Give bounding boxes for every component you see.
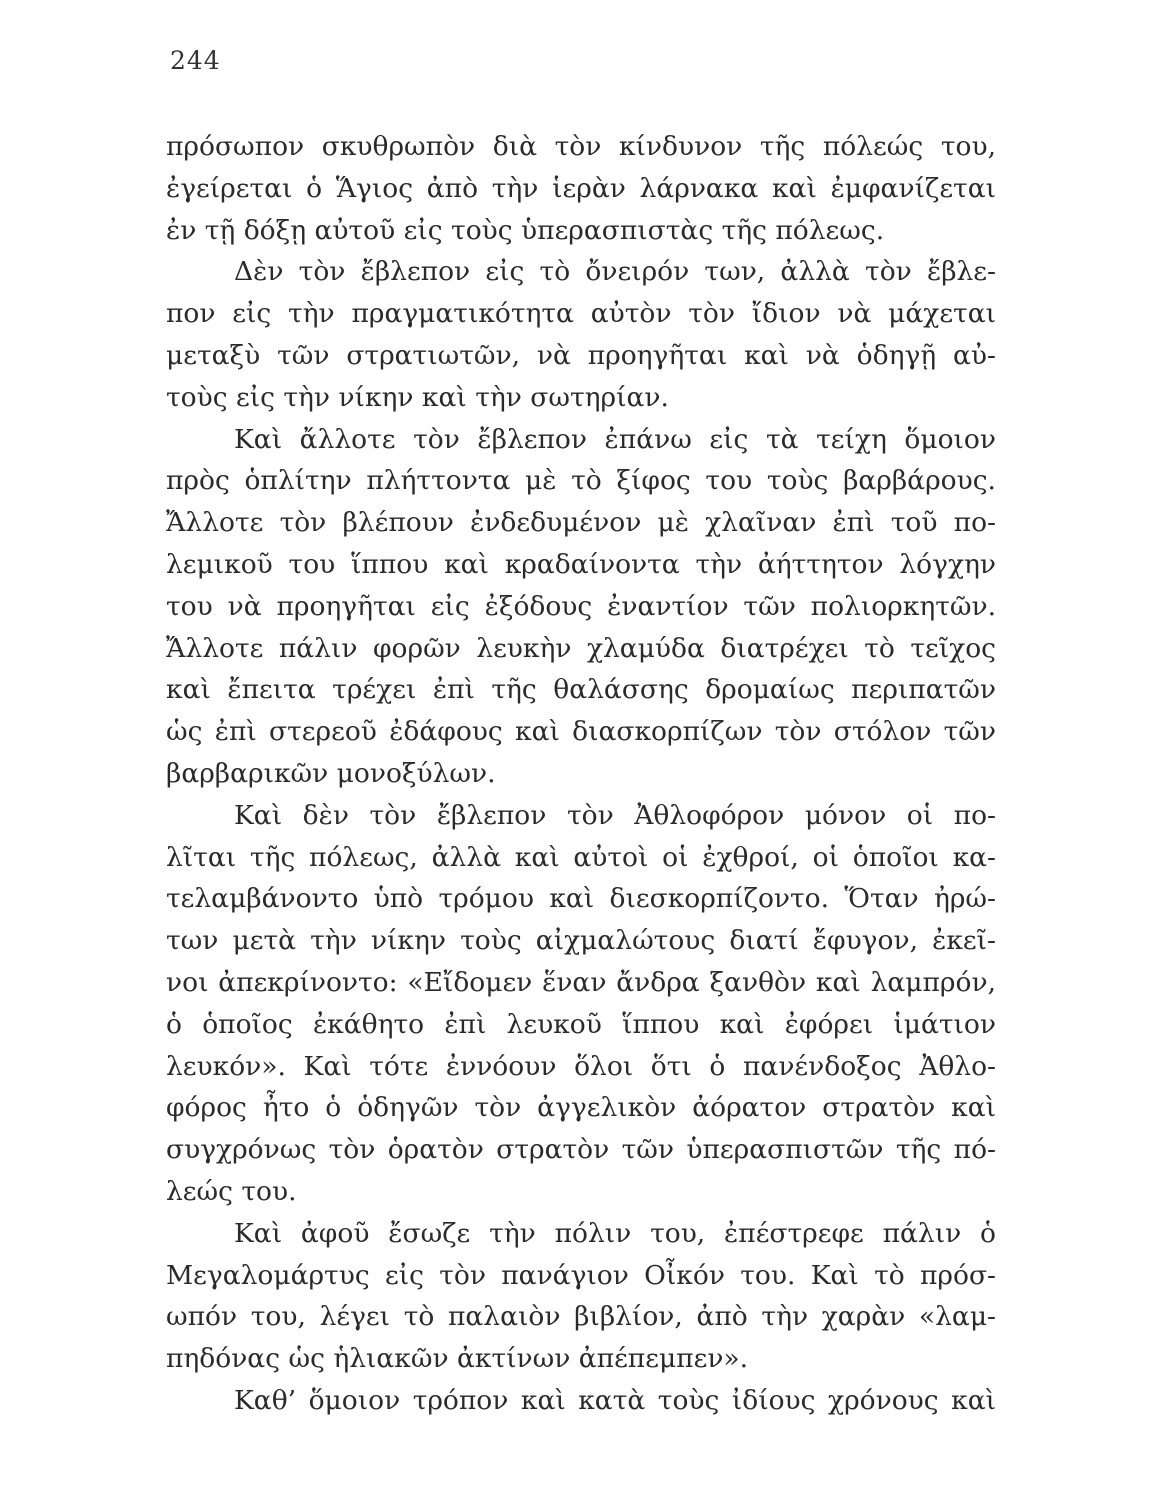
text-line: καὶ ἔπειτα τρέχει ἐπὶ τῆς θαλάσσης δρομαίως περιπατῶν [166,674,996,706]
text-line: συγχρόνως τὸν ὁρατὸν στρατὸν τῶν ὑπερασπιστῶν τῆς πό- [166,1134,996,1166]
text-line: πρὸς ὁπλίτην πλήττοντα μὲ τὸ ξίφος του τοὺς βαρβάρους. [166,465,996,497]
text-line: ἐν τῇ δόξῃ αὐτοῦ εἰς τοὺς ὑπερασπιστὰς τῆς πόλεως. [166,214,885,246]
text-line: μεταξὺ τῶν στρατιωτῶν, νὰ προηγῆται καὶ νὰ ὁδηγῇ αὐ- [166,339,996,371]
body-text [166,126,996,1422]
text-line: πρόσωπον σκυθρωπὸν διὰ τὸν κίνδυνον τῆς πόλεώς του, [166,131,996,162]
text-line: πηδόνας ὡς ἡλιακῶν ἀκτίνων ἀπέπεμπεν». [166,1343,749,1375]
text-line: ὡς ἐπὶ στερεοῦ ἐδάφους καὶ διασκορπίζων τὸν στόλον τῶν [166,716,996,748]
text-line: ὁ ὁποῖος ἐκάθητο ἐπὶ λευκοῦ ἵππου καὶ ἐφόρει ἱμάτιον [166,1008,996,1040]
text-line: βαρβαρικῶν μονοξύλων. [166,757,496,789]
text-line: φόρος ἦτο ὁ ὁδηγῶν τὸν ἀγγελικὸν ἀόρατον στρατὸν καὶ [166,1092,996,1124]
text-line: νοι ἀπεκρίνοντο: «Εἴδομεν ἕναν ἄνδρα ξανθὸν καὶ λαμπρόν, [166,966,996,998]
text-line: Καὶ δὲν τὸν ἔβλεπον τὸν Ἀθλοφόρον μόνον οἱ πο- [234,799,996,831]
text-line: τελαμβάνοντο ὑπὸ τρόμου καὶ διεσκορπίζοντο. Ὅταν ἠρώ- [166,883,996,915]
text-line: του νὰ προηγῆται εἰς ἐξόδους ἐναντίον τῶν πολιορκητῶν. [166,590,996,622]
text-line: Καὶ ἀφοῦ ἔσωζε τὴν πόλιν του, ἐπέστρεφε πάλιν ὁ [234,1217,996,1249]
page-number: 244 [170,46,221,75]
text-line: Καὶ ἄλλοτε τὸν ἔβλεπον ἐπάνω εἰς τὰ τείχη ὅμοιον [234,423,996,455]
text-line: τοὺς εἰς τὴν νίκην καὶ τὴν σωτηρίαν. [166,381,669,413]
text-line: λῖται τῆς πόλεως, ἀλλὰ καὶ αὐτοὶ οἱ ἐχθροί, οἱ ὁποῖοι κα- [166,841,996,873]
text-line: λεώς του. [166,1175,297,1207]
text-line: λευκόν». Καὶ τότε ἐννόουν ὅλοι ὅτι ὁ πανένδοξος Ἀθλο- [166,1050,996,1082]
text-line: Ἄλλοτε πάλιν φορῶν λευκὴν χλαμύδα διατρέχει τὸ τεῖχος [166,632,996,664]
text-line: πον εἰς τὴν πραγματικότητα αὐτὸν τὸν ἴδιον νὰ μάχεται [166,298,996,330]
text-line: Μεγαλομάρτυς εἰς τὸν πανάγιον Οἶκόν του. Καὶ τὸ πρόσ- [166,1259,996,1291]
text-line: ἐγείρεται ὁ Ἅγιος ἀπὸ τὴν ἱερὰν λάρνακα καὶ ἐμφανίζεται [166,172,996,204]
text-line: λεμικοῦ του ἵππου καὶ κραδαίνοντα τὴν ἀήττητον λόγχην [166,548,996,580]
text-line: Ἄλλοτε τὸν βλέπουν ἐνδεδυμένον μὲ χλαῖναν ἐπὶ τοῦ πο- [166,507,996,539]
text-line: των μετὰ τὴν νίκην τοὺς αἰχμαλώτους διατί ἔφυγον, ἐκεῖ- [166,925,996,957]
text-line: Καθ’ ὅμοιον τρόπον καὶ κατὰ τοὺς ἰδίους χρόνους καὶ [234,1384,996,1416]
text-line: ωπόν του, λέγει τὸ παλαιὸν βιβλίον, ἀπὸ τὴν χαρὰν «λαμ- [166,1301,996,1333]
text-line: Δὲν τὸν ἔβλεπον εἰς τὸ ὄνειρόν των, ἀλλὰ τὸν ἔβλε- [234,256,996,288]
